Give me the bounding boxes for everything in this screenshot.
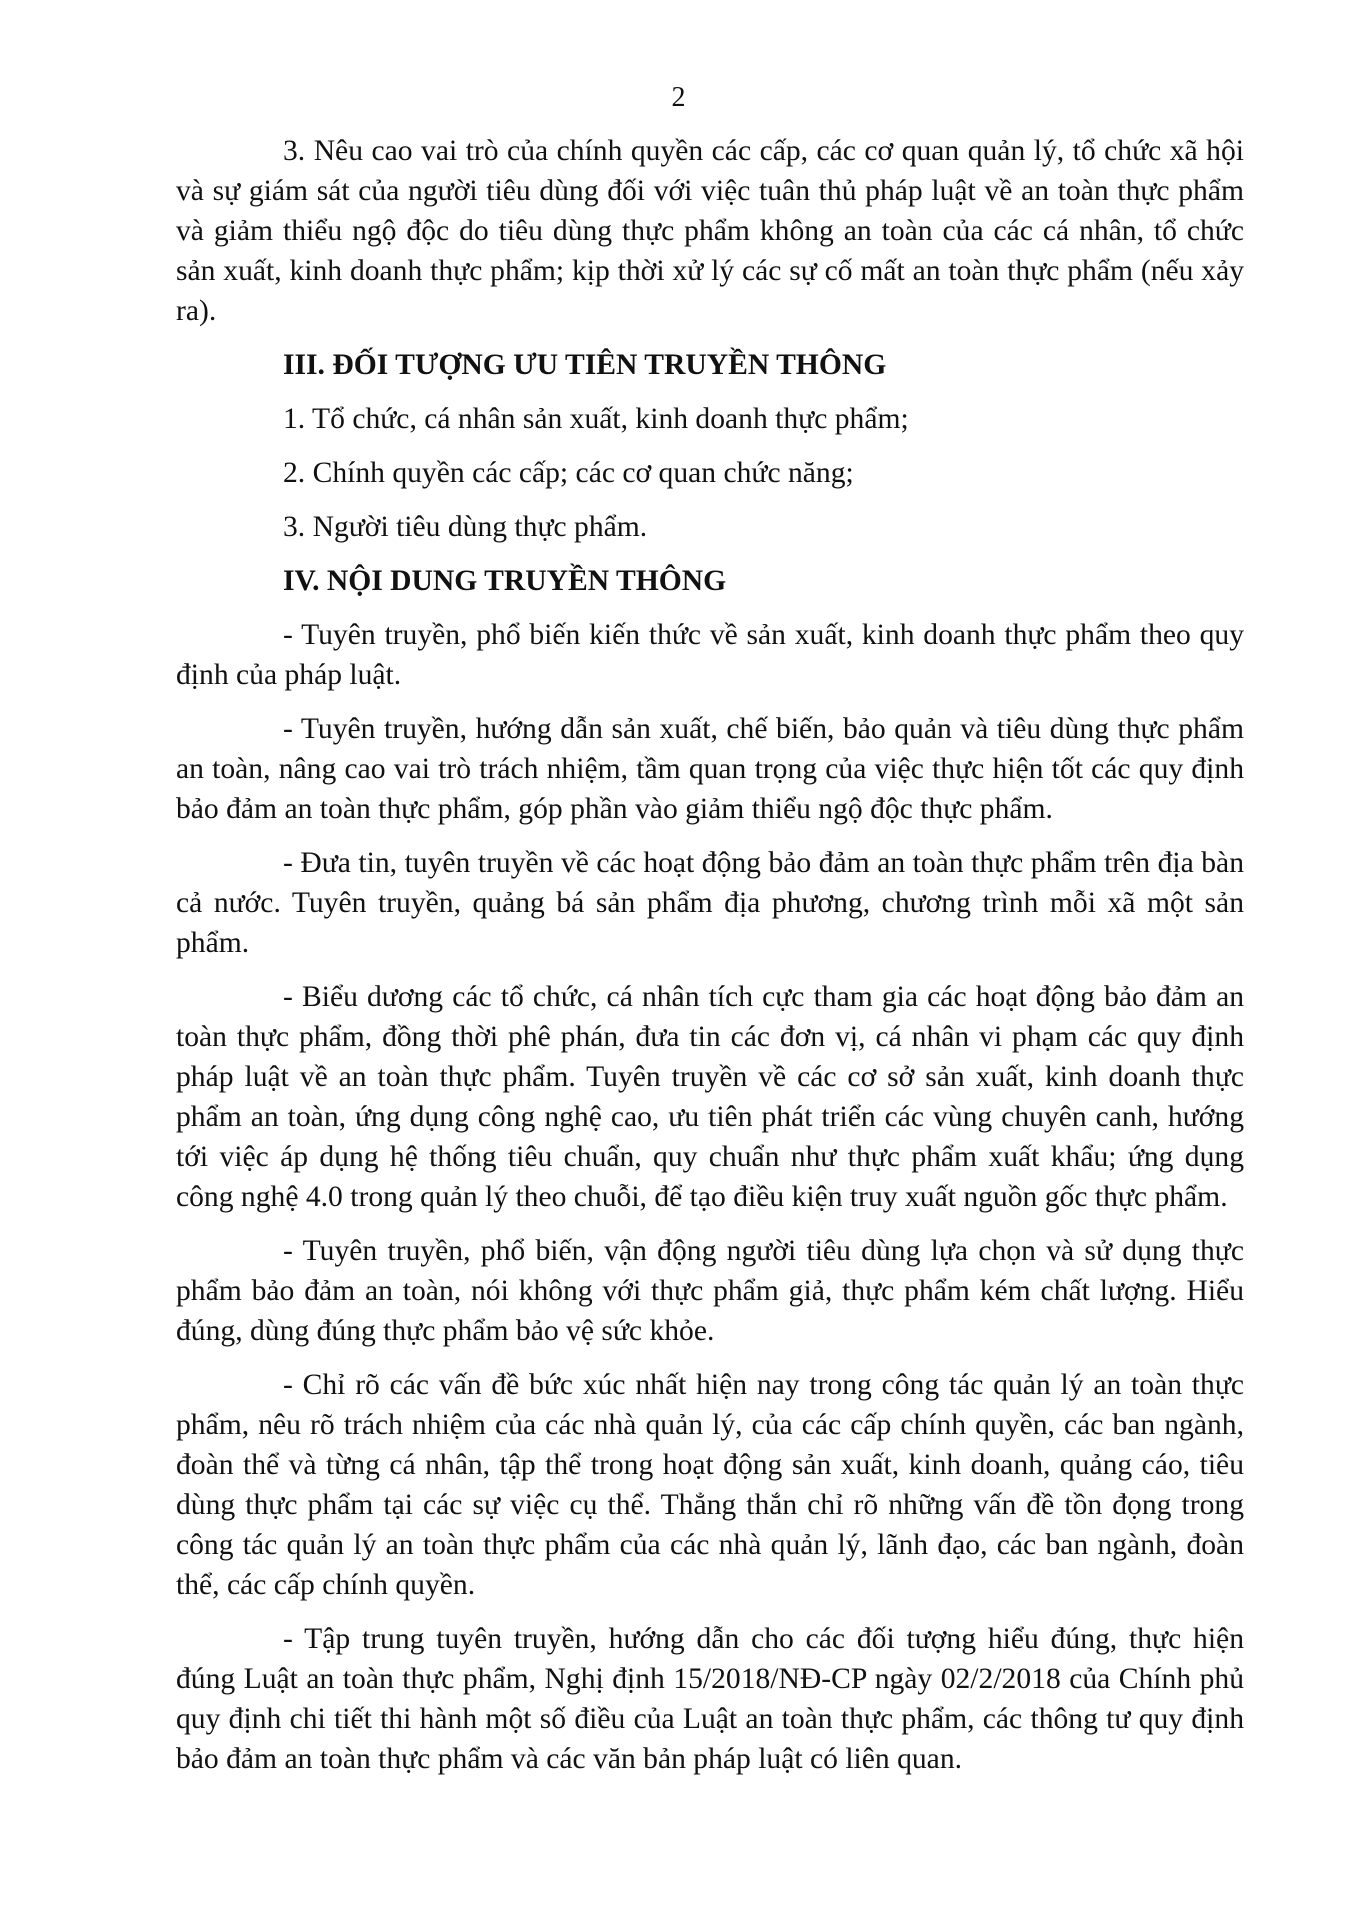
list-item-1: 1. Tổ chức, cá nhân sản xuất, kinh doanh thực phẩm; (283, 403, 909, 435)
paragraph-content-1: - Tuyên truyền, phổ biến kiến thức về sản xuất, kinh doanh thực phẩm theo quy định của pháp luật. (176, 619, 1244, 691)
section-heading-iv: IV. NỘI DUNG TRUYỀN THÔNG (283, 565, 727, 597)
paragraph-goal-3: 3. Nêu cao vai trò của chính quyền các cấp, các cơ quan quản lý, tổ chức xã hội và sự giám sát của người tiêu dùng đối với việc tuân thủ pháp luật về an toàn thực phẩm và giảm thiểu ngộ độc do tiêu dùng thực phẩm không an toàn của các cá nhân, tổ chức sản xuất, kinh doanh thực phẩm; kịp thời xử lý các sự cố mất an toàn thực phẩm (nếu xảy ra). (176, 135, 1244, 327)
paragraph-content-4: - Biểu dương các tổ chức, cá nhân tích cực tham gia các hoạt động bảo đảm an toàn thực phẩm, đồng thời phê phán, đưa tin các đơn vị, cá nhân vi phạm các quy định pháp luật về an toàn thực phẩm. Tuyên truyền về các cơ sở sản xuất, kinh doanh thực phẩm an toàn, ứng dụng công nghệ cao, ưu tiên phát triển các vùng chuyên canh, hướng tới việc áp dụng hệ thống tiêu chuẩn, quy chuẩn như thực phẩm xuất khẩu; ứng dụng công nghệ 4.0 trong quản lý theo chuỗi, để tạo điều kiện truy xuất nguồn gốc thực phẩm. (176, 981, 1244, 1213)
paragraph-content-2: - Tuyên truyền, hướng dẫn sản xuất, chế biến, bảo quản và tiêu dùng thực phẩm an toàn, nâng cao vai trò trách nhiệm, tầm quan trọng của việc thực hiện tốt các quy định bảo đảm an toàn thực phẩm, góp phần vào giảm thiểu ngộ độc thực phẩm. (176, 713, 1244, 825)
paragraph-content-5: - Tuyên truyền, phổ biến, vận động người tiêu dùng lựa chọn và sử dụng thực phẩm bảo đảm an toàn, nói không với thực phẩm giả, thực phẩm kém chất lượng. Hiểu đúng, dùng đúng thực phẩm bảo vệ sức khỏe. (176, 1235, 1244, 1347)
list-item-3: 3. Người tiêu dùng thực phẩm. (283, 511, 648, 543)
section-heading-iii: III. ĐỐI TƯỢNG ƯU TIÊN TRUYỀN THÔNG (283, 349, 887, 381)
document-body (176, 131, 1244, 1793)
list-item-2: 2. Chính quyền các cấp; các cơ quan chức năng; (283, 457, 854, 489)
page-number: 2 (671, 82, 686, 113)
paragraph-content-6: - Chỉ rõ các vấn đề bức xúc nhất hiện nay trong công tác quản lý an toàn thực phẩm, nêu rõ trách nhiệm của các nhà quản lý, của các cấp chính quyền, các ban ngành, đoàn thể và từng cá nhân, tập thể trong hoạt động sản xuất, kinh doanh, quảng cáo, tiêu dùng thực phẩm tại các sự việc cụ thể. Thẳng thắn chỉ rõ những vấn đề tồn đọng trong công tác quản lý an toàn thực phẩm của các nhà quản lý, lãnh đạo, các ban ngành, đoàn thể, các cấp chính quyền. (176, 1369, 1244, 1601)
paragraph-content-7: - Tập trung tuyên truyền, hướng dẫn cho các đối tượng hiểu đúng, thực hiện đúng Luật an toàn thực phẩm, Nghị định 15/2018/NĐ-CP ngày 02/2/2018 của Chính phủ quy định chi tiết thi hành một số điều của Luật an toàn thực phẩm, các thông tư quy định bảo đảm an toàn thực phẩm và các văn bản pháp luật có liên quan. (176, 1623, 1244, 1775)
paragraph-content-3: - Đưa tin, tuyên truyền về các hoạt động bảo đảm an toàn thực phẩm trên địa bàn cả nước. Tuyên truyền, quảng bá sản phẩm địa phương, chương trình mỗi xã một sản phẩm. (176, 847, 1244, 959)
